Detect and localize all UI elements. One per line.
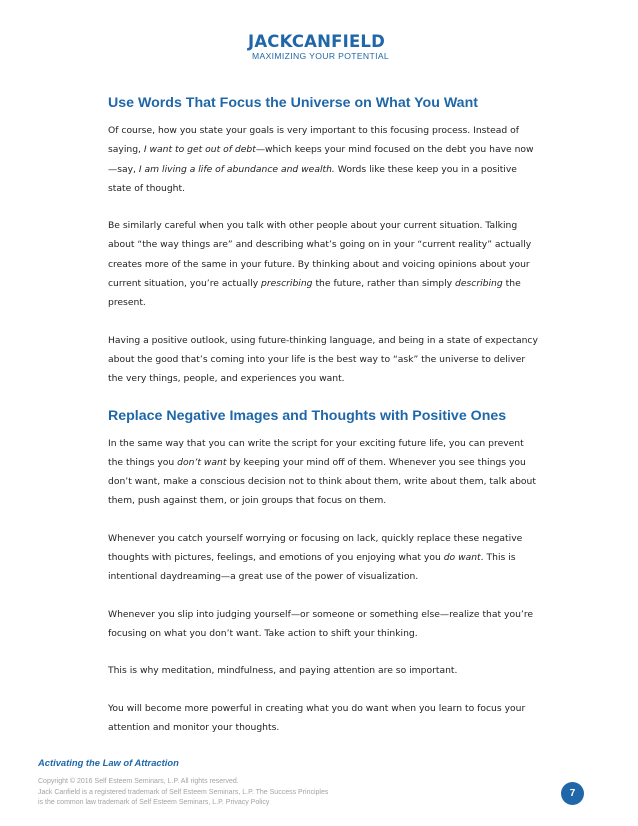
text-run: the present.: [108, 278, 521, 309]
paragraph: Having a positive outlook, using future-thinking language, and being in a state of expectancy about the good that’s coming into your life is the best way to “ask” the universe to deliver the very things, people, and experiences you want.: [108, 334, 538, 385]
footer-document-title: Activating the Law of Attraction: [38, 757, 179, 768]
text-run: the future, rather than simply: [312, 278, 456, 290]
page-number-badge: 7: [561, 782, 584, 805]
emphasis-text: I want to get out of debt: [143, 144, 256, 156]
paragraph: You will become more powerful in creating what you do want when you learn to focus your attention and monitor your thoughts.: [108, 702, 526, 733]
emphasis-text: I am living a life of abundance and wealth.: [138, 163, 335, 175]
paragraph: Whenever you slip into judging yourself—or someone or something else—realize that you’re focusing on what you don’t want. Take action to shift your thinking.: [108, 608, 534, 639]
logo-tagline: MAXIMIZING YOUR POTENTIAL: [252, 51, 390, 61]
emphasis-text: do want: [443, 552, 481, 564]
text-run: In the same way that you can write the script for your exciting future life, you can prevent the things you: [108, 437, 524, 468]
emphasis-text: describing: [455, 278, 503, 290]
text-run: Be similarly careful when you talk with other people about your current situation. Talking about “the way things are” and describing what’s going on in your “current reality” actually creates more of the same in your future. By thinking about and voicing opinions about your current situation, you’re actually: [108, 220, 532, 290]
paragraph: [108, 121, 538, 198]
trademark-line: Jack Canfield is a registered trademark of Self Esteem Seminars, L.P. The Success Principles: [38, 788, 329, 796]
emphasis-text: don’t want: [177, 456, 227, 468]
text-run: Of course, how you state your goals is very important to this focusing process. Instead of saying,: [108, 125, 519, 156]
section-heading-words: Use Words That Focus the Universe on What You Want: [108, 95, 478, 111]
text-run: —which keeps your mind focused on the debt you have now—say,: [108, 144, 534, 175]
section-heading-replace: Replace Negative Images and Thoughts with Positive Ones: [108, 407, 507, 424]
paragraph: [108, 529, 538, 587]
trademark-line: is the common law trademark of Self Esteem Seminars, L.P. Privacy Policy: [38, 799, 270, 807]
emphasis-text: prescribing: [261, 278, 313, 290]
text-run: by keeping your mind off of them. Whenever you see things you don’t want, make a conscious decision not to think about them, write about them, talk about them, push against them, or join groups that focus on them.: [108, 456, 536, 507]
paragraph: This is why meditation, mindfulness, and paying attention are so important.: [108, 665, 458, 677]
text-run: Words like these keep you in a positive state of thought.: [108, 163, 517, 194]
paragraph: [108, 434, 538, 511]
paragraph: [108, 216, 538, 312]
brand-logo: [248, 33, 389, 61]
text-run: Whenever you catch yourself worrying or focusing on lack, quickly replace these negative thoughts with pictures, feelings, and emotions of you enjoying what you: [108, 532, 523, 564]
logo-wordmark: JACKCANFIELD: [248, 32, 386, 51]
text-run: . This is intentional daydreaming—a great use of the power of visualization.: [108, 552, 516, 583]
article-body: [108, 94, 538, 755]
copyright-line: Copyright © 2016 Self Esteem Seminars, L.P. All rights reserved.: [38, 778, 239, 785]
footer-copyright: [38, 777, 478, 809]
